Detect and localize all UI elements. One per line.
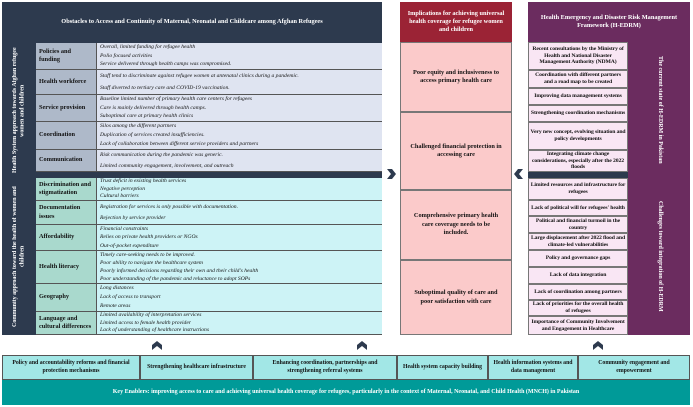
obstacle-items — [97, 70, 382, 94]
obstacle-category: Coordination — [36, 122, 97, 149]
obstacle-category: Policies and funding — [36, 43, 97, 69]
obstacle-category: Geography — [36, 284, 97, 311]
hedrm-current-item: Strengthening coordination mechanisms — [528, 105, 628, 122]
obstacle-category: Affordability — [36, 225, 97, 250]
obstacle-item: Overall, limited funding for refugee health — [100, 44, 196, 51]
side-label-text: Challenges toward integration of H-EDRM — [656, 200, 663, 312]
current-state-side-label — [628, 42, 690, 177]
obstacle-item: Suboptimal care at primary health clinics — [100, 113, 194, 120]
obstacle-item: Service delivered through health camps was compromised. — [100, 61, 232, 68]
chevron-right-icon — [385, 167, 397, 179]
obstacle-row — [36, 122, 382, 150]
chevron-up-icon — [355, 340, 367, 352]
obstacle-item: Staff diverted to tertiary care and COVID-19 vaccination. — [100, 84, 230, 91]
obstacle-items — [97, 150, 382, 171]
obstacle-category: Documentation issues — [36, 201, 97, 224]
health-system-side-label — [2, 43, 36, 178]
obstacle-item: Lack of understanding of healthcare instructions — [100, 327, 210, 334]
hedrm-challenge-item: Lack of data integration — [528, 267, 628, 284]
obstacle-row — [36, 251, 382, 284]
obstacle-item: Poorly informed decisions regarding their own and their child's health — [100, 267, 259, 274]
obstacle-row — [36, 178, 382, 201]
obstacle-item: Poor understanding of the pandemic and reluctance to adopt SOPs — [100, 275, 251, 282]
obstacle-row — [36, 95, 382, 122]
hedrm-challenge-item: Lack of political will for refugees' health — [528, 200, 628, 216]
obstacle-item: Trust deficit in existing health services — [100, 178, 187, 185]
obstacle-row — [36, 150, 382, 172]
enabler-box: Health system capacity building — [397, 355, 488, 380]
obstacle-items — [97, 312, 382, 334]
obstacle-item: Limited community engagement, involvement, and outreach — [100, 162, 234, 169]
challenges-side-label — [628, 177, 690, 335]
obstacle-item: Risk communication during the pandemic was generic. — [100, 152, 223, 159]
obstacle-item: Rejection by service provider — [100, 215, 166, 222]
implications-title: Implications for achieving universal health coverage for refugee women and children — [400, 2, 512, 42]
implication-item: Poor equity and inclusiveness to access primary health care — [400, 42, 512, 112]
side-label-text: Community approach toward the health of women and children — [11, 186, 25, 327]
key-enablers-banner: Key Enablers: improving access to care and achieving universal health coverage for refugees, particularly in the context of Maternal, Neonatal, and Child Health (MNCH) in Pakistan — [2, 380, 690, 405]
side-label-text: Health System approach towards Afghan refugee women and children — [11, 47, 25, 174]
hedrm-challenge-item: Limited resources and infrastructure for refugees — [528, 178, 628, 200]
obstacle-items — [97, 284, 382, 311]
obstacle-item: Lack of collaboration between different service providers and partners — [100, 141, 259, 148]
obstacle-item: Out-of-pocket expenditure — [100, 242, 159, 249]
hedrm-challenge-item: Large displacement after 2022 flood and climate-led vulnerabilities — [528, 233, 628, 250]
obstacle-items — [97, 122, 382, 149]
enabler-box: Policy and accountability reforms and financial protection mechanisms — [2, 355, 140, 380]
obstacle-item: Staff tend to discriminate against refugee women at antenatal clinics during a pandemic. — [100, 72, 299, 79]
obstacle-item: Timely care-seeking needs to be improved. — [100, 251, 195, 258]
obstacle-item: Long distances — [100, 285, 134, 292]
hedrm-challenge-item: Political and financial turmoil in the country — [528, 216, 628, 233]
obstacle-row — [36, 201, 382, 225]
side-label-text: The current state of H-EDRM in Pakistan — [656, 55, 663, 164]
chevron-left-icon — [513, 169, 525, 181]
obstacle-item: Remote areas — [100, 303, 131, 310]
obstacle-item: Polio focused activities — [100, 52, 153, 59]
obstacle-item: Baseline limited number of primary health care centers for refugees — [100, 96, 252, 103]
hedrm-challenge-item: Lack of coordination among partners — [528, 284, 628, 300]
hedrm-current-item: Recent consultations by the Ministry of Health and National Disaster Management Authority (NDMA) — [528, 42, 628, 70]
implication-item: Challenged financial protection in accessing care — [400, 112, 512, 190]
enabler-box: Enhancing coordination, partnerships and strengthening referral systems — [253, 355, 397, 380]
obstacle-item: Relies on private health providers or NGOs — [100, 234, 198, 241]
obstacle-row — [36, 43, 382, 70]
obstacle-category: Language and cultural differences — [36, 312, 97, 334]
hedrm-title: Health Emergency and Disaster Risk Management Framework (H-EDRM) — [528, 2, 690, 42]
obstacle-items — [97, 201, 382, 224]
chevron-up-icon — [591, 340, 603, 352]
chevron-up-icon — [150, 340, 162, 352]
obstacles-title: Obstacles to Access and Continuity of Maternal, Neonatal and Childcare among Afghan Refugees — [2, 2, 382, 43]
obstacle-item: Duplication of services created insufficiencies. — [100, 132, 205, 139]
obstacle-item: Limited availability of interpretation services — [100, 312, 202, 319]
community-side-label — [2, 178, 36, 335]
obstacle-item: Limited access to female health provider — [100, 319, 191, 326]
hedrm-challenge-item: Policy and governance gaps — [528, 250, 628, 267]
obstacle-item: Silos among the different partners — [100, 123, 177, 130]
hedrm-current-item: Integrating climate change considerations, especially after the 2022 floods — [528, 150, 628, 172]
hedrm-current-item: Improving data management systems — [528, 88, 628, 105]
obstacle-item: Cultural barriers — [100, 193, 139, 200]
hedrm-challenge-item: Lack of priorities for the overall health of refugees — [528, 300, 628, 316]
obstacle-item: Financial constraints — [100, 225, 149, 232]
obstacle-items — [97, 43, 382, 69]
obstacle-row — [36, 312, 382, 335]
obstacle-row — [36, 225, 382, 251]
obstacle-category: Discrimination and stigmatization — [36, 178, 97, 200]
obstacle-item: Negative perception — [100, 185, 145, 192]
obstacle-item: Lack of access to transport — [100, 294, 161, 301]
obstacle-items — [97, 225, 382, 250]
obstacle-item: Poor ability to navigate the healthcare system — [100, 259, 203, 266]
obstacle-category: Communication — [36, 150, 97, 171]
obstacle-items — [97, 251, 382, 283]
obstacle-category: Health literacy — [36, 251, 97, 283]
implication-item: Comprehensive primary health care coverage needs to be included. — [400, 190, 512, 260]
obstacle-row — [36, 284, 382, 312]
hedrm-challenge-item: Importance of Community Involvement and Engagement in Healthcare — [528, 316, 628, 335]
obstacle-category: Health workforce — [36, 70, 97, 94]
implication-item: Suboptimal quality of care and poor satisfaction with care — [400, 260, 512, 335]
obstacle-row — [36, 70, 382, 95]
obstacle-items — [97, 95, 382, 121]
obstacle-item: Registration for services is only possible with documentation. — [100, 203, 238, 210]
obstacle-items — [97, 178, 382, 200]
hedrm-current-item: Coordination with different partners and a road map to be created — [528, 70, 628, 88]
obstacle-item: Care is mainly delivered through health camps. — [100, 104, 207, 111]
obstacle-category: Service provision — [36, 95, 97, 121]
enabler-box: Strengthening healthcare infrastructure — [140, 355, 253, 380]
enabler-box: Health information systems and data management — [488, 355, 578, 380]
hedrm-current-item: Very new concept, evolving situation and policy developments — [528, 122, 628, 150]
enabler-box: Community engagement and empowerment — [578, 355, 690, 380]
